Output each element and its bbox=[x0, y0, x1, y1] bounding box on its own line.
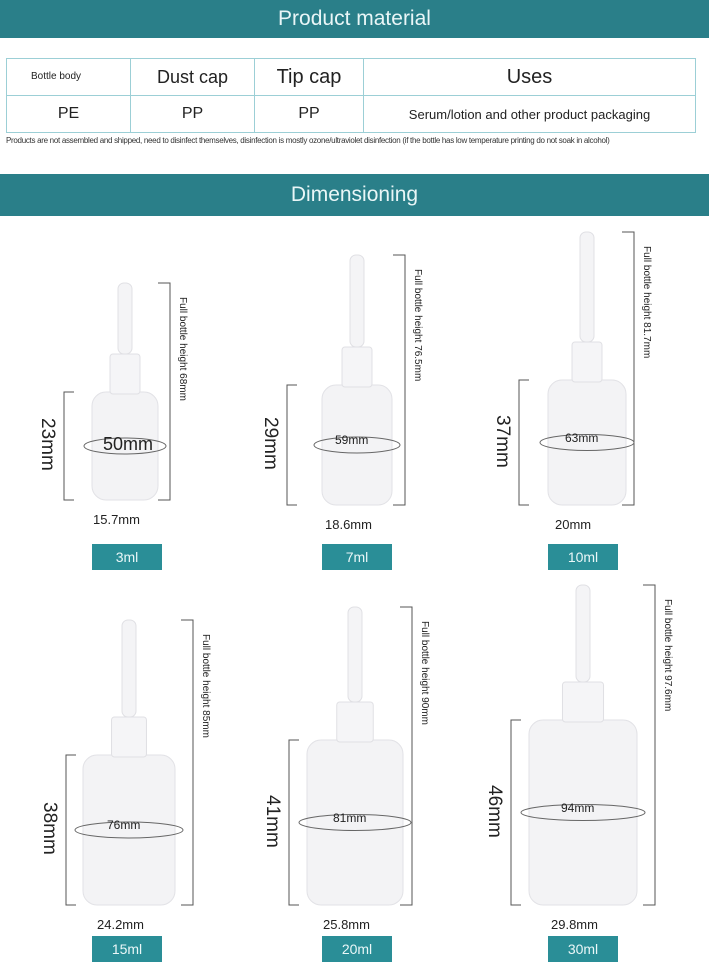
body-height-label: 41mm bbox=[262, 794, 283, 848]
body-height-bracket bbox=[511, 720, 521, 905]
dropper-tip bbox=[348, 607, 362, 702]
full-height-label: Full bottle height 97.6mm bbox=[662, 599, 673, 712]
bottle-cap bbox=[110, 354, 140, 394]
header-dust-cap: Dust cap bbox=[131, 59, 255, 96]
disinfection-note: Products are not assembled and shipped, need to disinfect themselves, disinfection is mostly ozone/ultraviolet disinfection (if the bottle has low temperature printing do not soak in alcohol) bbox=[6, 136, 610, 145]
body-height-label: 29mm bbox=[260, 417, 281, 470]
circumference-label: 50mm bbox=[103, 434, 154, 454]
circumference-label: 63mm bbox=[565, 430, 599, 445]
bottle-cap bbox=[572, 342, 602, 382]
body-height-label: 23mm bbox=[37, 418, 58, 471]
circumference-label: 81mm bbox=[333, 810, 367, 825]
dropper-tip bbox=[576, 585, 590, 682]
value-bottle-body: PE bbox=[7, 96, 131, 133]
diameter-label: 20mm bbox=[555, 517, 592, 532]
value-tip-cap: PP bbox=[255, 96, 364, 133]
value-uses: Serum/lotion and other product packaging bbox=[364, 96, 696, 133]
dropper-tip bbox=[122, 620, 136, 717]
header-tip-cap: Tip cap bbox=[255, 59, 364, 96]
body-height-label: 37mm bbox=[492, 414, 513, 468]
diameter-label: 25.8mm bbox=[323, 917, 370, 932]
bottle-cap bbox=[342, 347, 372, 387]
diameter-label: 29.8mm bbox=[551, 917, 598, 932]
body-height-bracket bbox=[287, 385, 297, 505]
dropper-tip bbox=[350, 255, 364, 347]
full-height-bracket bbox=[643, 585, 655, 905]
full-height-label: Full bottle height 85mm bbox=[200, 634, 211, 738]
full-height-bracket bbox=[158, 283, 170, 500]
capacity-tag-15ml: 15ml bbox=[92, 936, 162, 962]
circumference-label: 59mm bbox=[335, 433, 369, 447]
header-bottle-body: Bottle body bbox=[7, 59, 131, 96]
full-height-label: Full bottle height 68mm bbox=[177, 297, 188, 401]
product-material-title: Product material bbox=[278, 7, 431, 30]
circumference-label: 76mm bbox=[107, 818, 141, 832]
circumference-label: 94mm bbox=[561, 800, 595, 815]
full-height-label: Full bottle height 90mm bbox=[419, 621, 430, 725]
dropper-tip bbox=[118, 283, 132, 354]
full-height-bracket bbox=[181, 620, 193, 905]
capacity-tag-3ml: 3ml bbox=[92, 544, 162, 570]
full-height-label: Full bottle height 81.7mm bbox=[641, 246, 652, 359]
value-dust-cap: PP bbox=[131, 96, 255, 133]
body-height-bracket bbox=[519, 380, 529, 505]
full-height-label: Full bottle height 76.5mm bbox=[412, 269, 423, 382]
bottle-cap bbox=[562, 682, 603, 722]
capacity-tag-20ml: 20ml bbox=[322, 936, 392, 962]
full-height-bracket bbox=[393, 255, 405, 505]
diameter-label: 18.6mm bbox=[325, 517, 372, 532]
capacity-tag-7ml: 7ml bbox=[322, 544, 392, 570]
header-uses: Uses bbox=[364, 59, 696, 96]
diameter-label: 15.7mm bbox=[93, 512, 140, 527]
diameter-label: 24.2mm bbox=[97, 917, 144, 932]
body-height-bracket bbox=[64, 392, 74, 500]
bottle-cap bbox=[112, 717, 147, 757]
capacity-tag-10ml: 10ml bbox=[548, 544, 618, 570]
body-height-bracket bbox=[289, 740, 299, 905]
bottle-cap bbox=[337, 702, 373, 742]
dimensioning-title: Dimensioning bbox=[290, 183, 419, 206]
capacity-tag-30ml: 30ml bbox=[548, 936, 618, 962]
body-height-label: 38mm bbox=[39, 802, 60, 855]
body-height-label: 46mm bbox=[484, 784, 505, 838]
dropper-tip bbox=[580, 232, 594, 342]
